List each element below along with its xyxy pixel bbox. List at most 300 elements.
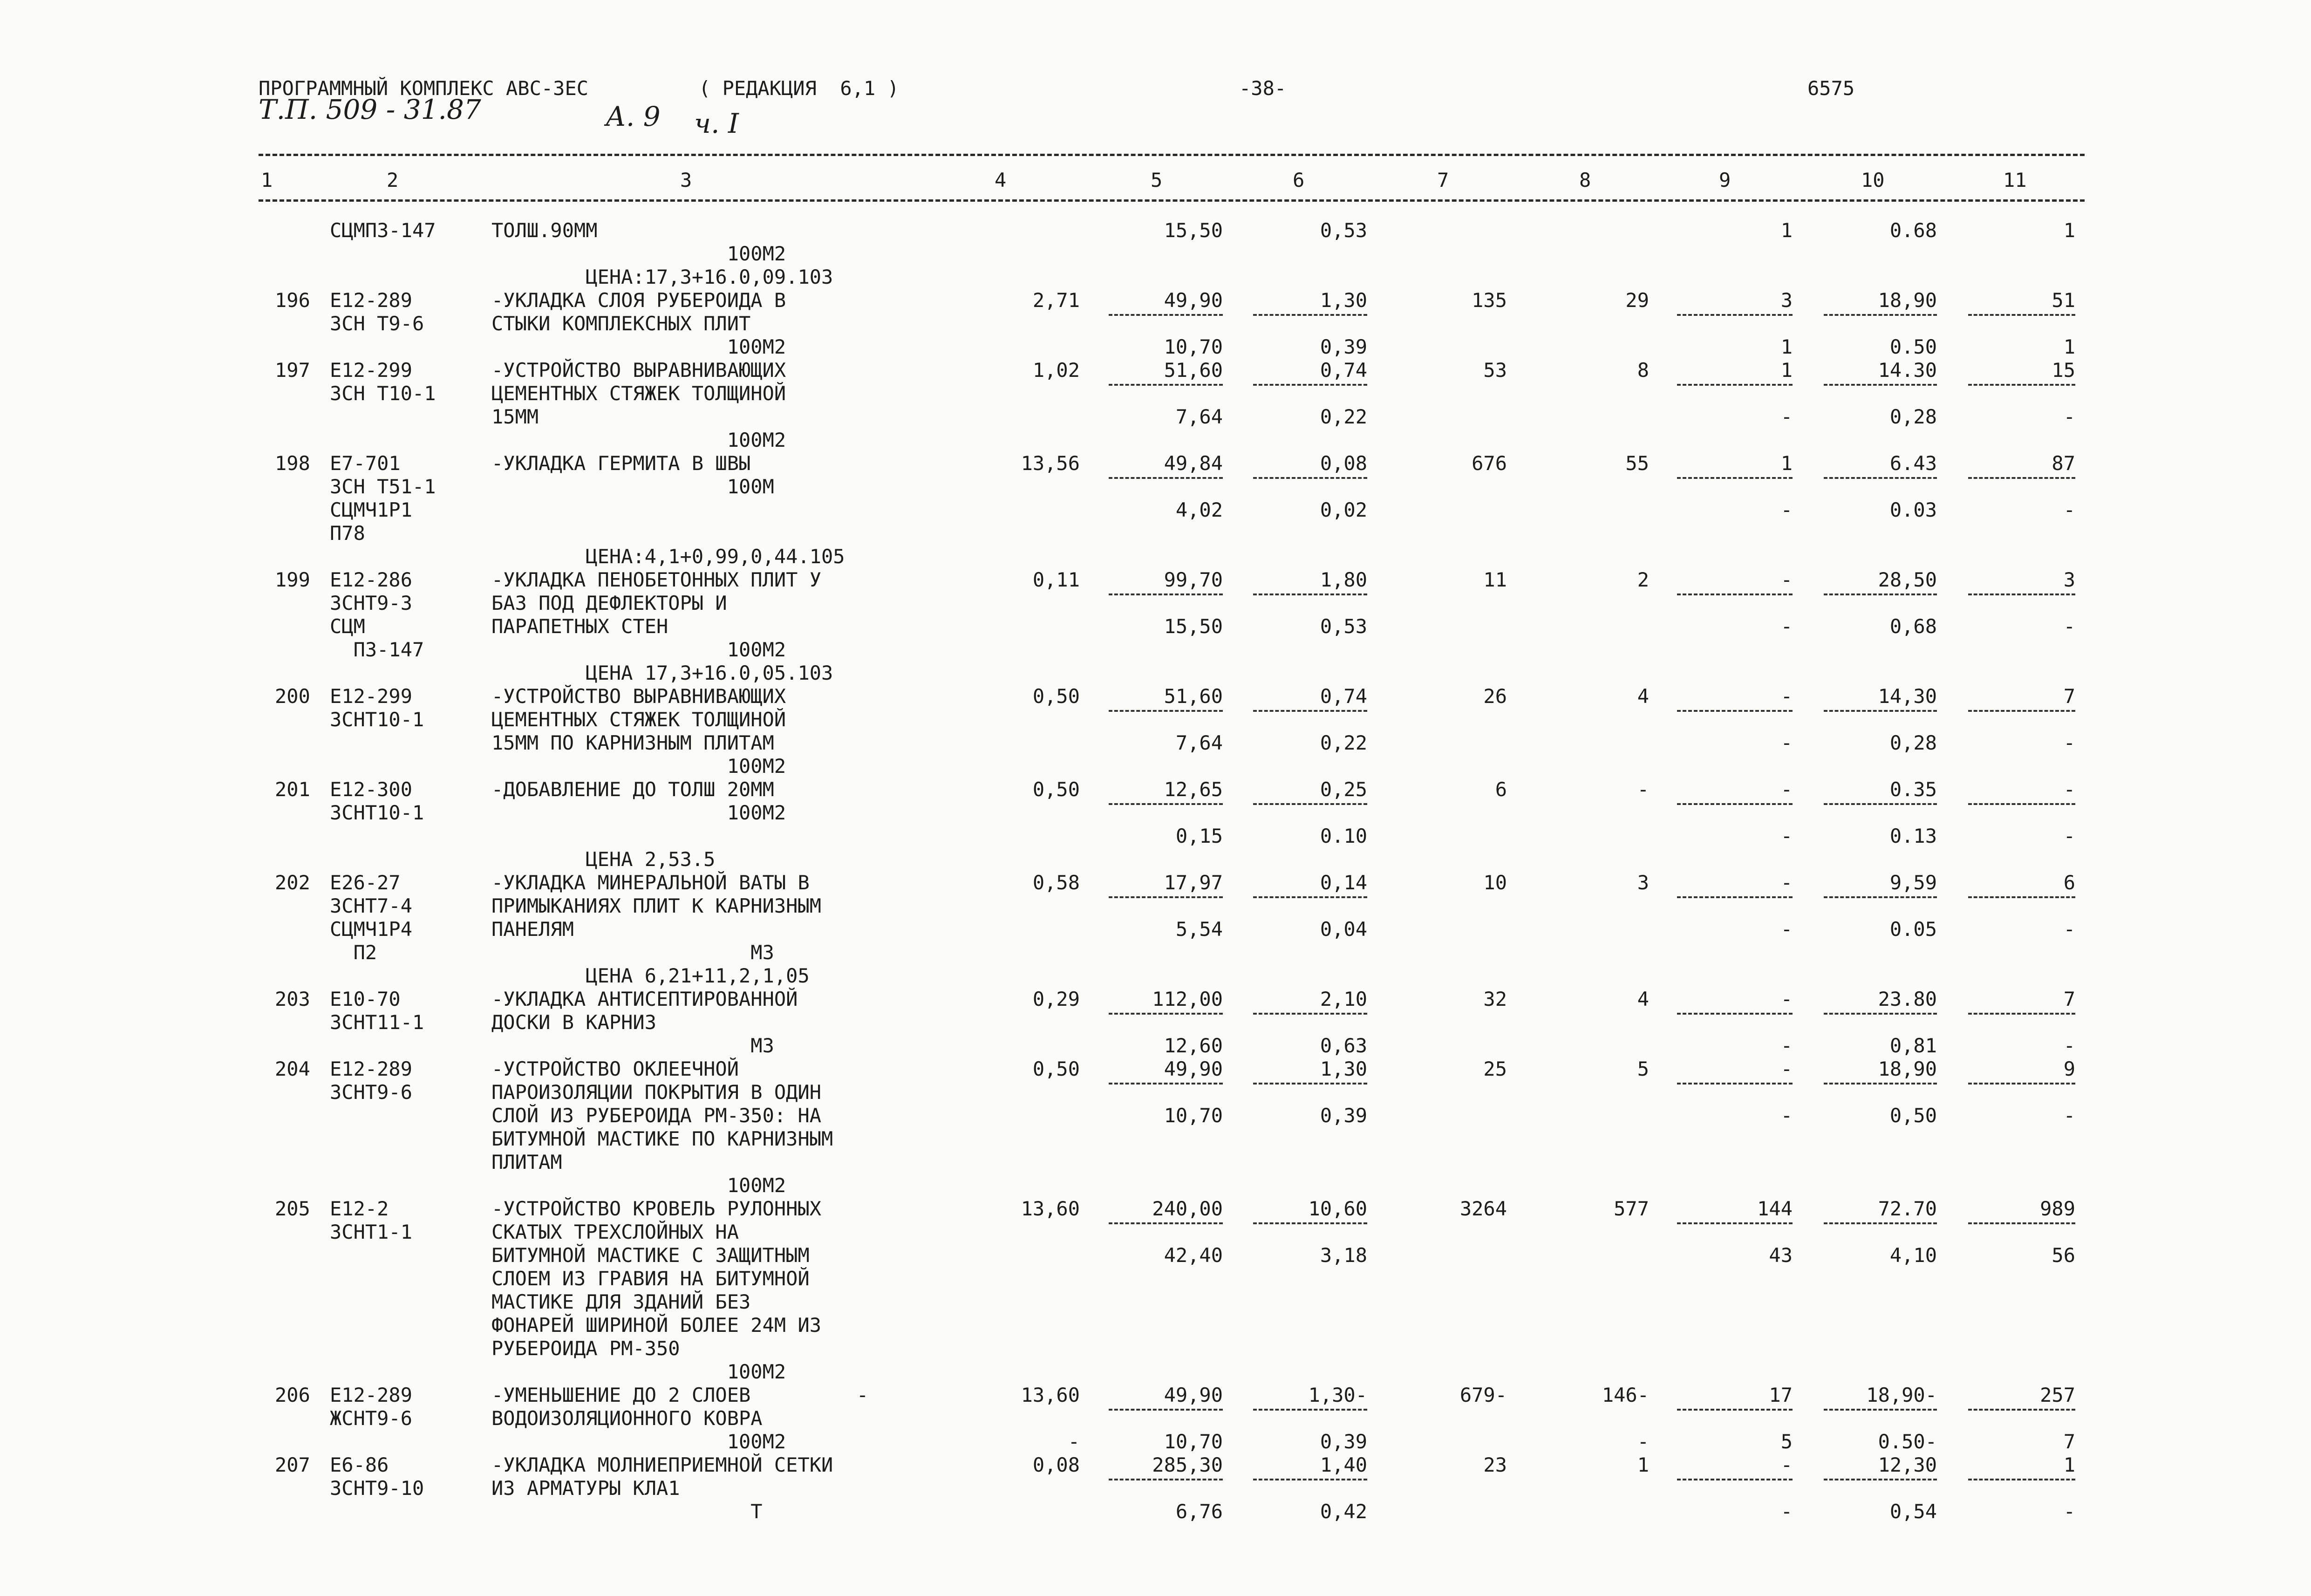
cell-c11: 87 <box>2052 452 2075 475</box>
cell-c10: 14,30 <box>1878 685 1937 708</box>
table-row <box>0 1430 2311 1453</box>
cell-c6: 0,53 <box>1320 615 1367 638</box>
cell-desc: ЦЕНА 6,21+11,2,1,05 <box>491 964 810 987</box>
table-row <box>0 545 2311 568</box>
cell-c9: - <box>1780 1453 1793 1476</box>
cell-c6: 2,10 <box>1320 988 1367 1010</box>
table-row <box>0 1407 2311 1430</box>
cell-num: 205 <box>275 1197 310 1220</box>
cell-c10: 0.50 <box>1889 335 1937 358</box>
cell-c10: 18,90 <box>1878 289 1937 312</box>
cell-c9: - <box>1780 498 1793 521</box>
cell-c7: 135 <box>1472 289 1507 312</box>
table-row <box>0 941 2311 964</box>
table-row <box>0 1314 2311 1337</box>
cell-desc: -УСТРОЙСТВО КРОВЕЛЬ РУЛОННЫХ <box>491 1197 822 1220</box>
cell-c7: 11 <box>1483 568 1507 591</box>
cell-c8: 29 <box>1625 289 1649 312</box>
handwritten-project-number: Т.П. 509 - 31.87 <box>259 94 481 125</box>
cell-c5: 5,54 <box>1175 918 1223 941</box>
cell-code: Е12-2 <box>330 1197 389 1220</box>
cell-c8: 55 <box>1625 452 1649 475</box>
table-row <box>0 498 2311 522</box>
cell-c6: 1,30 <box>1320 1057 1367 1080</box>
table-row <box>0 1151 2311 1174</box>
table-row <box>0 405 2311 429</box>
cell-c9: - <box>1780 1034 1793 1057</box>
cell-c6: 1,80 <box>1320 568 1367 591</box>
cell-c8: 4 <box>1637 988 1649 1010</box>
cell-c6: 0,25 <box>1320 778 1367 801</box>
cell-c9: - <box>1780 1500 1793 1523</box>
cell-c10: 18,90- <box>1866 1384 1937 1406</box>
cell-c9: 3 <box>1780 289 1793 312</box>
cell-c10: 0.05 <box>1889 918 1937 941</box>
cell-c11: 1 <box>2063 335 2075 358</box>
table-row <box>0 731 2311 755</box>
cell-code: ЖСНТ9-6 <box>330 1407 413 1430</box>
cell-c11: 989 <box>2040 1197 2075 1220</box>
cell-c10: 9,59 <box>1889 871 1937 894</box>
cell-c7: 26 <box>1483 685 1507 708</box>
cell-desc: ПАРАПЕТНЫХ СТЕН <box>491 615 668 638</box>
cell-c5: 10,70 <box>1164 1430 1223 1453</box>
cell-num: 197 <box>275 359 310 382</box>
cell-desc: -УКЛАДКА МОЛНИЕПРИЕМНОЙ СЕТКИ <box>491 1453 833 1476</box>
table-row <box>0 1034 2311 1057</box>
cell-code: Е12-289 <box>330 289 413 312</box>
cell-c11: - <box>2063 1034 2075 1057</box>
cell-c4: 0,29 <box>1032 988 1080 1010</box>
cell-desc: -УСТРОЙСТВО ВЫРАВНИВАЮЩИХ <box>491 685 786 708</box>
cell-c5: 17,97 <box>1164 871 1223 894</box>
cell-c11: - <box>2063 498 2075 521</box>
program-title: ПРОГРАММНЫЙ КОМПЛЕКС АВС-ЗЕС <box>259 77 589 100</box>
cell-code: Е12-299 <box>330 359 413 382</box>
table-row <box>0 1057 2311 1081</box>
cell-desc: ПАНЕЛЯМ <box>491 918 574 941</box>
cell-c7: 676 <box>1472 452 1507 475</box>
cell-c9: - <box>1780 685 1793 708</box>
cell-c8: 3 <box>1637 871 1649 894</box>
cell-c7: 6 <box>1495 778 1507 801</box>
cell-desc: ЦЕНА:17,3+16.0,09.103 <box>491 266 833 288</box>
cell-c10: 18,90 <box>1878 1057 1937 1080</box>
cell-c11: 3 <box>2063 568 2075 591</box>
cell-c7: 53 <box>1483 359 1507 382</box>
cell-c6: 0,39 <box>1320 335 1367 358</box>
table-row <box>0 1267 2311 1290</box>
cell-c11: - <box>2063 615 2075 638</box>
cell-desc: -УКЛАДКА СЛОЯ РУБЕРОИДА В <box>491 289 786 312</box>
table-row <box>0 871 2311 894</box>
table-row <box>0 335 2311 359</box>
cell-desc: ЦЕНА 17,3+16.0,05.103 <box>491 662 833 684</box>
edition-label: ( РЕДАКЦИЯ 6,1 ) <box>699 77 899 100</box>
table-row <box>0 1360 2311 1384</box>
cell-c11: 257 <box>2040 1384 2075 1406</box>
cell-desc: МАСТИКЕ ДЛЯ ЗДАНИЙ БЕЗ <box>491 1290 751 1313</box>
cell-c8: 8 <box>1637 359 1649 382</box>
cell-c5: 6,76 <box>1175 1500 1223 1523</box>
cell-desc: 100М2 <box>491 429 786 451</box>
cell-c9: 144 <box>1757 1197 1793 1220</box>
table-row <box>0 894 2311 918</box>
cell-c10: 0,54 <box>1889 1500 1937 1523</box>
cell-c11: - <box>2063 1500 2075 1523</box>
cell-code: Е12-289 <box>330 1384 413 1406</box>
cell-c5: 4,02 <box>1175 498 1223 521</box>
cell-c11: - <box>2063 778 2075 801</box>
cell-c11: - <box>2063 1104 2075 1127</box>
cell-c6: 0,02 <box>1320 498 1367 521</box>
cell-c8: 577 <box>1614 1197 1649 1220</box>
table-row <box>0 1477 2311 1500</box>
cell-desc: БИТУМНОЙ МАСТИКЕ ПО КАРНИЗНЫМ <box>491 1127 833 1150</box>
cell-code: ЗСН Т9-6 <box>330 312 424 335</box>
cell-c10: 0,50 <box>1889 1104 1937 1127</box>
table-row <box>0 1081 2311 1104</box>
cell-desc: -УСТРОЙСТВО ОКЛЕЕЧНОЙ <box>491 1057 739 1080</box>
cell-desc: ЦЕНА 2,53.5 <box>491 848 716 871</box>
cell-desc: М3 <box>491 941 774 964</box>
table-row <box>0 685 2311 708</box>
cell-c4: - <box>1068 1430 1080 1453</box>
cell-c9: 1 <box>1780 452 1793 475</box>
cell-c9: 5 <box>1780 1430 1793 1453</box>
cell-desc: 15ММ <box>491 405 539 428</box>
cell-c5: 12,65 <box>1164 778 1223 801</box>
cell-desc: ПАРОИЗОЛЯЦИИ ПОКРЫТИЯ В ОДИН <box>491 1081 822 1104</box>
table-row <box>0 1104 2311 1127</box>
cell-code: СЦМЧ1Р1 <box>330 498 413 521</box>
table-row <box>0 452 2311 475</box>
cell-c10: 0.03 <box>1889 498 1937 521</box>
table-row <box>0 964 2311 988</box>
cell-c6: 0,22 <box>1320 405 1367 428</box>
cell-desc: СЛОЙ ИЗ РУБЕРОИДА РМ-350: НА <box>491 1104 822 1127</box>
cell-c6: 3,18 <box>1320 1244 1367 1267</box>
table-row <box>0 1337 2311 1360</box>
table-row <box>0 918 2311 941</box>
cell-desc: -УКЛАДКА ПЕНОБЕТОННЫХ ПЛИТ У <box>491 568 822 591</box>
cell-code: СЦМПЗ-147 <box>330 219 436 242</box>
cell-c7: 679- <box>1459 1384 1507 1406</box>
cell-code: ЗСНТ9-10 <box>330 1477 424 1500</box>
cell-c11: 6 <box>2063 871 2075 894</box>
cell-c8: 146- <box>1602 1384 1649 1406</box>
table-row <box>0 1197 2311 1221</box>
cell-c4: 13,56 <box>1021 452 1080 475</box>
table-row <box>0 801 2311 825</box>
cell-code: ЗСНТ10-1 <box>330 801 424 824</box>
cell-c5: 15,50 <box>1164 219 1223 242</box>
column-header: 6 <box>1293 169 1305 191</box>
cell-c6: 0.10 <box>1320 825 1367 847</box>
table-row <box>0 825 2311 848</box>
cell-desc: БАЗ ПОД ДЕФЛЕКТОРЫ И <box>491 592 727 614</box>
cell-c5: 49,90 <box>1164 1384 1223 1406</box>
cell-c9: 43 <box>1769 1244 1793 1267</box>
cell-c6: 10,60 <box>1308 1197 1367 1220</box>
cell-desc: СЛОЕМ ИЗ ГРАВИЯ НА БИТУМНОЙ <box>491 1267 810 1290</box>
cell-c8: - <box>1637 778 1649 801</box>
cell-desc: 15ММ ПО КАРНИЗНЫМ ПЛИТАМ <box>491 731 774 754</box>
cell-desc: М3 <box>491 1034 774 1057</box>
cell-c5: 15,50 <box>1164 615 1223 638</box>
cell-num: 206 <box>275 1384 310 1406</box>
cell-c4: 0,50 <box>1032 685 1080 708</box>
cell-desc: РУБЕРОИДА РМ-350 <box>491 1337 680 1360</box>
cell-c9: - <box>1780 918 1793 941</box>
table-row <box>0 219 2311 242</box>
cell-c11: 7 <box>2063 1430 2075 1453</box>
cell-desc: -УКЛАДКА МИНЕРАЛЬНОЙ ВАТЫ В <box>491 871 810 894</box>
cell-c5: 10,70 <box>1164 1104 1223 1127</box>
cell-desc: ТОЛШ.90ММ <box>491 219 598 242</box>
cell-c10: 6.43 <box>1889 452 1937 475</box>
cell-code: П3-147 <box>330 638 424 661</box>
cell-c4: 1,02 <box>1032 359 1080 382</box>
table-row <box>0 266 2311 289</box>
table-row <box>0 988 2311 1011</box>
column-header: 7 <box>1437 169 1449 191</box>
cell-code: Е10-70 <box>330 988 401 1010</box>
table-row <box>0 1011 2311 1034</box>
page-number: -38- <box>1239 77 1287 100</box>
cell-num: 203 <box>275 988 310 1010</box>
cell-c11: - <box>2063 731 2075 754</box>
table-row <box>0 1500 2311 1523</box>
cell-c5: 12,60 <box>1164 1034 1223 1057</box>
cell-c5: 49,90 <box>1164 289 1223 312</box>
cell-c6: 1,30- <box>1308 1384 1367 1406</box>
cell-code: Е6-86 <box>330 1453 389 1476</box>
cell-c5: 0,15 <box>1175 825 1223 847</box>
cell-c10: 0,81 <box>1889 1034 1937 1057</box>
cell-code: ЗСНТ1-1 <box>330 1221 413 1243</box>
cell-code: ЗСН Т10-1 <box>330 382 436 405</box>
cell-c9: - <box>1780 615 1793 638</box>
cell-desc: 100М2 <box>491 801 786 824</box>
table-row <box>0 568 2311 592</box>
cell-num: 198 <box>275 452 310 475</box>
cell-c6: 0,14 <box>1320 871 1367 894</box>
cell-c5: 49,90 <box>1164 1057 1223 1080</box>
cell-c11: - <box>2063 918 2075 941</box>
cell-c8: - <box>1637 1430 1649 1453</box>
cell-c10: 72.70 <box>1878 1197 1937 1220</box>
cell-c7: 10 <box>1483 871 1507 894</box>
cell-desc: 100М2 <box>491 242 786 265</box>
cell-desc: -УКЛАДКА АНТИСЕПТИРОВАННОЙ <box>491 988 798 1010</box>
cell-c6: 1,30 <box>1320 289 1367 312</box>
table-row <box>0 778 2311 801</box>
table-row <box>0 289 2311 312</box>
cell-c10: 0,68 <box>1889 615 1937 638</box>
cell-desc: СТЫКИ КОМПЛЕКСНЫХ ПЛИТ <box>491 312 751 335</box>
cell-c9: - <box>1780 405 1793 428</box>
cell-c6: 0,39 <box>1320 1104 1367 1127</box>
column-header: 1 <box>261 169 273 191</box>
column-header: 10 <box>1861 169 1885 191</box>
cell-c5: 51,60 <box>1164 359 1223 382</box>
document-number: 6575 <box>1807 77 1855 100</box>
cell-c4: 13,60 <box>1021 1384 1080 1406</box>
cell-c11: 15 <box>2052 359 2075 382</box>
cell-c5: 99,70 <box>1164 568 1223 591</box>
cell-c5: 10,70 <box>1164 335 1223 358</box>
cell-code: Е12-286 <box>330 568 413 591</box>
table-row <box>0 708 2311 731</box>
cell-desc: 100М2 <box>491 1430 786 1453</box>
cell-code: СЦМ <box>330 615 365 638</box>
cell-c11: 1 <box>2063 219 2075 242</box>
cell-c7: 25 <box>1483 1057 1507 1080</box>
cell-c6: 0,42 <box>1320 1500 1367 1523</box>
column-header: 5 <box>1151 169 1163 191</box>
cell-c5: 51,60 <box>1164 685 1223 708</box>
cell-desc: ПРИМЫКАНИЯХ ПЛИТ К КАРНИЗНЫМ <box>491 894 822 917</box>
cell-desc: ПЛИТАМ <box>491 1151 562 1173</box>
cell-c11: - <box>2063 825 2075 847</box>
table-row <box>0 475 2311 498</box>
handwritten-part: ч. I <box>694 108 739 139</box>
cell-c8: 1 <box>1637 1453 1649 1476</box>
cell-c6: 0,04 <box>1320 918 1367 941</box>
column-header: 3 <box>680 169 692 191</box>
cell-c9: 17 <box>1769 1384 1793 1406</box>
cell-num: 207 <box>275 1453 310 1476</box>
cell-desc: 100М <box>491 475 774 498</box>
cell-c9: - <box>1780 1057 1793 1080</box>
cell-c5: 285,30 <box>1152 1453 1223 1476</box>
cell-c6: 0,63 <box>1320 1034 1367 1057</box>
cell-c11: 56 <box>2052 1244 2075 1267</box>
table-top-rule <box>259 154 2085 156</box>
cell-c6: 0,22 <box>1320 731 1367 754</box>
cell-c5: 42,40 <box>1164 1244 1223 1267</box>
cell-code: ЗСНТ10-1 <box>330 708 424 731</box>
cell-c6: 0,53 <box>1320 219 1367 242</box>
cell-desc: Т <box>491 1500 763 1523</box>
cell-c11: 1 <box>2063 1453 2075 1476</box>
cell-c4: 0,58 <box>1032 871 1080 894</box>
cell-code: ЗСНТ11-1 <box>330 1011 424 1034</box>
cell-c10: 23.80 <box>1878 988 1937 1010</box>
cell-c10: 0.35 <box>1889 778 1937 801</box>
cell-desc: 100М2 <box>491 1174 786 1197</box>
column-header: 4 <box>995 169 1007 191</box>
cell-c8: 2 <box>1637 568 1649 591</box>
column-header-row <box>0 169 2311 192</box>
table-row <box>0 1453 2311 1477</box>
cell-c10: 4,10 <box>1889 1244 1937 1267</box>
cell-c7: 32 <box>1483 988 1507 1010</box>
column-header: 8 <box>1579 169 1591 191</box>
cell-code: Е12-299 <box>330 685 413 708</box>
cell-c11: 9 <box>2063 1057 2075 1080</box>
table-row <box>0 359 2311 382</box>
handwritten-album: А. 9 <box>606 101 661 132</box>
cell-c9: - <box>1780 778 1793 801</box>
table-row <box>0 755 2311 778</box>
cell-c6: 1,40 <box>1320 1453 1367 1476</box>
cell-c4: 0,50 <box>1032 1057 1080 1080</box>
cell-c11: - <box>2063 405 2075 428</box>
table-row <box>0 592 2311 615</box>
cell-desc: 100М2 <box>491 638 786 661</box>
table-row <box>0 1384 2311 1407</box>
cell-desc: БИТУМНОЙ МАСТИКЕ С ЗАЩИТНЫМ <box>491 1244 810 1267</box>
cell-c4: 0,50 <box>1032 778 1080 801</box>
table-row <box>0 312 2311 335</box>
cell-c10: 0.13 <box>1889 825 1937 847</box>
cell-num: 201 <box>275 778 310 801</box>
cell-code: ЗСНТ9-6 <box>330 1081 413 1104</box>
cell-c6: 0,39 <box>1320 1430 1367 1453</box>
column-header: 2 <box>387 169 399 191</box>
cell-desc: -УКЛАДКА ГЕРМИТА В ШВЫ <box>491 452 751 475</box>
cell-c6: 0,74 <box>1320 685 1367 708</box>
table-header-rule <box>259 199 2085 202</box>
cell-num: 200 <box>275 685 310 708</box>
cell-desc: ЦЕНА:4,1+0,99,0,44.105 <box>491 545 845 568</box>
cell-desc: ДОСКИ В КАРНИЗ <box>491 1011 657 1034</box>
cell-c8: 4 <box>1637 685 1649 708</box>
table-row <box>0 662 2311 685</box>
cell-c4: 2,71 <box>1032 289 1080 312</box>
cell-c10: 0,28 <box>1889 405 1937 428</box>
cell-c11: 51 <box>2052 289 2075 312</box>
cell-c6: 0,08 <box>1320 452 1367 475</box>
cell-code: П2 <box>330 941 377 964</box>
cell-c9: - <box>1780 871 1793 894</box>
cell-c5: 112,00 <box>1152 988 1223 1010</box>
cell-code: ЗСН Т51-1 <box>330 475 436 498</box>
cell-c10: 0.68 <box>1889 219 1937 242</box>
cell-c7: 23 <box>1483 1453 1507 1476</box>
cell-c10: 28,50 <box>1878 568 1937 591</box>
table-row <box>0 848 2311 871</box>
cell-c9: - <box>1780 731 1793 754</box>
column-header: 9 <box>1719 169 1731 191</box>
cell-desc: ВОДОИЗОЛЯЦИОННОГО КОВРА <box>491 1407 763 1430</box>
cell-c5: 7,64 <box>1175 731 1223 754</box>
cell-c11: 7 <box>2063 988 2075 1010</box>
table-row <box>0 1244 2311 1267</box>
cell-c4: 0,11 <box>1032 568 1080 591</box>
table-row <box>0 429 2311 452</box>
cell-num: 202 <box>275 871 310 894</box>
cell-c5: 240,00 <box>1152 1197 1223 1220</box>
table-row <box>0 1127 2311 1151</box>
table-row <box>0 522 2311 545</box>
table-row <box>0 1174 2311 1197</box>
cell-num: 204 <box>275 1057 310 1080</box>
cell-c9: - <box>1780 1104 1793 1127</box>
cell-c7: 3264 <box>1459 1197 1507 1220</box>
cell-desc: 100М2 <box>491 755 786 778</box>
cell-code: Е12-300 <box>330 778 413 801</box>
table-row <box>0 1221 2311 1244</box>
cell-desc: -ДОБАВЛЕНИЕ ДО ТОЛШ 20ММ <box>491 778 774 801</box>
table-row <box>0 242 2311 266</box>
cell-c10: 0,28 <box>1889 731 1937 754</box>
cell-c11: 7 <box>2063 685 2075 708</box>
cell-code: СЦМЧ1Р4 <box>330 918 413 941</box>
cell-c9: - <box>1780 568 1793 591</box>
